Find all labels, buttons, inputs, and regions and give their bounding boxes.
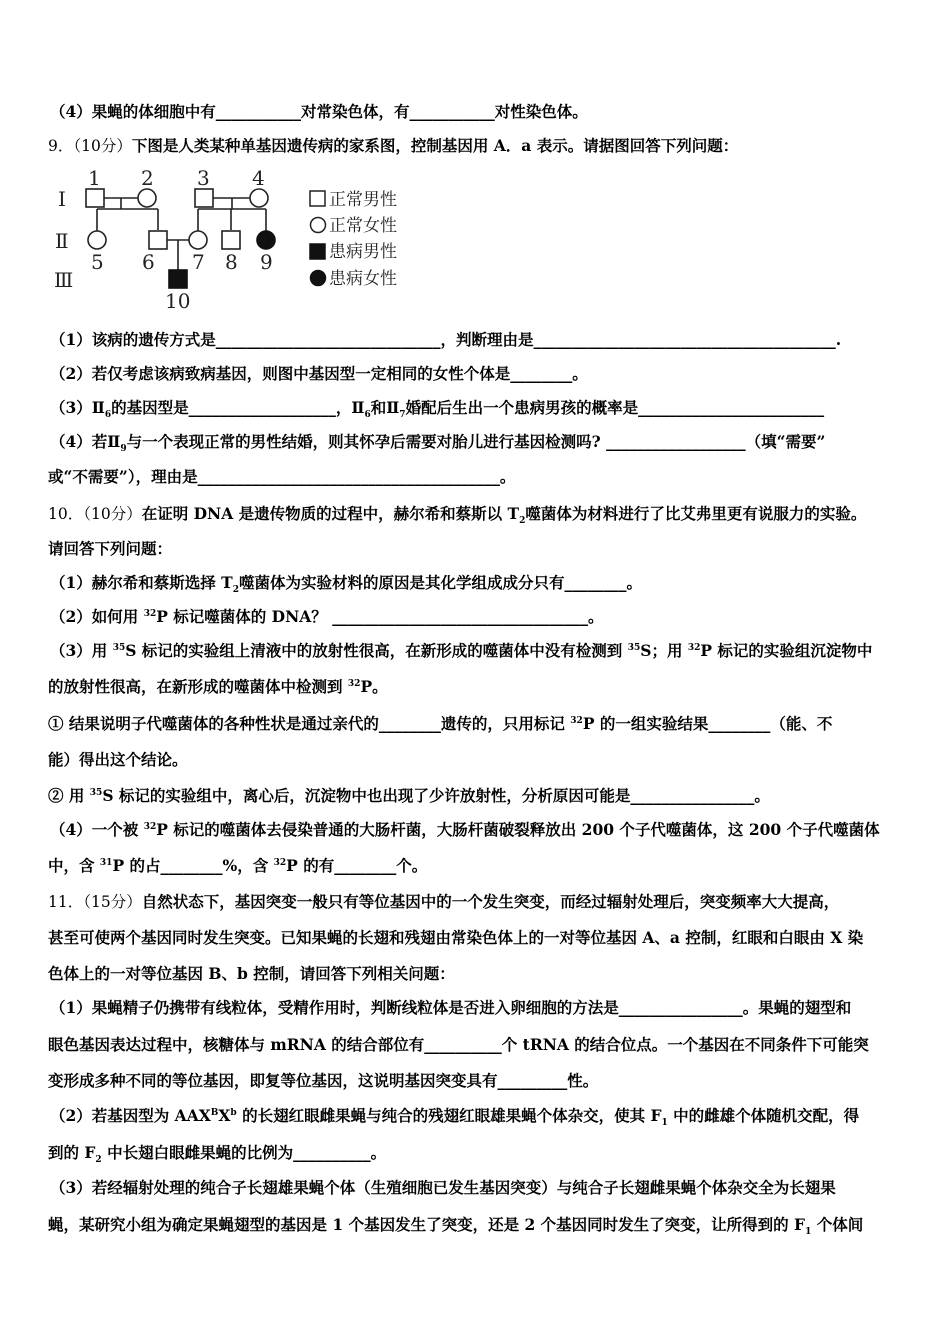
q10-part3: （3）用 $^{35}$S 标记的实验组上清液中的放射性很高，在新形成的噬菌体中没有检测到 $^{35}$S；用 $^{32}$P 标记的实验组沉淀物中 [50,641,873,660]
id-label-3: 3 [197,168,210,190]
q9-part4-cont: 或“不需要”），理由是_______________________________________。 [48,467,516,486]
q9-part3: $(3)Ⅱ_6$的基因型是___________________，$Ⅱ_6$和$Ⅱ_7$婚配后生出一个患病男孩的概率是________________________ [50,398,825,421]
id-label-4: 4 [252,168,265,190]
individual-7-normal-female [189,231,207,249]
id-label-10: 10 [165,289,191,313]
q9-part4: （4）若$Ⅱ_9$与一个表现正常的男性结婚，则其怀孕后需要对胎儿进行基因检测吗? __________________（填“需要” [50,432,826,455]
id-label-1: 1 [88,168,101,190]
individual-4-normal-female [250,189,268,207]
q10-stem: 10．（10分）在证明 DNA 是遗传物质的过程中，赫尔希和蔡斯以 $T_2$噬菌体为材料进行了比艾弗里更有说服力的实验。 [48,504,867,527]
q9-part1: （1）该病的遗传方式是_____________________________，判断理由是_______________________________________. [50,330,842,349]
individual-6-normal-male [149,231,167,249]
individual-1-normal-male [86,189,104,207]
id-label-6: 6 [142,250,155,274]
q11-part1: （1）果蝇精子仍携带有线粒体，受精作用时，判断线粒体是否进入卵细胞的方法是________________。果蝇的翅型和 [50,998,852,1017]
pedigree-chart [48,168,428,313]
q10-part4: （4）一个被 $^{32}$P 标记的噬菌体去侵染普通的大肠杆菌，大肠杆菌破裂释放出 200 个子代噬菌体，这 200 个子代噬菌体 [50,820,880,839]
id-label-2: 2 [141,168,154,190]
individual-8-normal-male [222,231,240,249]
individual-10-affected-male [169,270,187,288]
legend-affected-male-icon [310,244,325,259]
q10-part2: （2）如何用 $^{32}$P 标记噬菌体的 DNA？ _________________________________。 [50,607,604,626]
generation-label-3: Ⅲ [54,268,74,292]
q10-part3-item1: ① 结果说明子代噬菌体的各种性状是通过亲代的________遗传的，只用标记 $^{32}$P 的一组实验结果________（能、不 [48,714,833,733]
q9-stem: 9．（10分）下图是人类某种单基因遗传病的家系图，控制基因用 A．a 表示。请据图回答下列问题： [48,136,739,155]
q10-part3-item2: ② 用 $^{35}$S 标记的实验组中，离心后，沉淀物中也出现了少许放射性，分析原因可能是________________。 [48,786,770,805]
q11-part2: （2）若基因型为 $AAX^BX^b$ 的长翅红眼雌果蝇与纯合的残翅红眼雄果蝇个体杂交，使其 $F_1$ 中的雌雄个体随机交配，得 [50,1106,860,1129]
q10-part1: （1）赫尔希和蔡斯选择 $T_2$噬菌体为实验材料的原因是其化学组成成分只有________。 [50,573,642,596]
q10-stem-cont: 请回答下列问题： [48,539,173,558]
q11-part3: （3）若经辐射处理的纯合子长翅雄果蝇个体（生殖细胞已发生基因突变）与纯合子长翅雌果蝇个体杂交全为长翅果 [50,1178,836,1197]
q10-part3-cont: 的放射性很高，在新形成的噬菌体中检测到 $^{32}$P。 [48,677,388,696]
id-label-7: 7 [192,250,205,274]
svg-text:正常女性: 正常女性 [329,216,397,236]
q11-part1-line3: 变形成多种不同的等位基因，即复等位基因，这说明基因突变具有_________性。 [48,1071,599,1090]
id-label-8: 8 [225,250,238,274]
q11-stem-line3: 色体上的一对等位基因 B、b 控制，请回答下列相关问题： [48,964,455,983]
q11-part3-cont: 蝇，某研究小组为确定果蝇翅型的基因是 1 个基因发生了突变，还是 2 个基因同时发生了突变，让所得到的 $F_1$ 个体间 [48,1215,864,1238]
q11-stem-line2: 甚至可使两个基因同时发生突变。已知果蝇的长翅和残翅由常染色体上的一对等位基因 A、a 控制，红眼和白眼由 X 染 [48,928,864,947]
q11-part1-line2: 眼色基因表达过程中，核糖体与 mRNA 的结合部位有__________个 tRNA 的结合位点。一个基因在不同条件下可能突 [48,1035,869,1054]
individual-2-normal-female [138,189,156,207]
legend-normal-male-icon [310,191,325,206]
svg-text:正常男性: 正常男性 [329,190,397,210]
q11-part2-cont: 到的 $F_2$ 中长翅白眼雌果蝇的比例为__________。 [48,1143,387,1166]
q11-stem: 11．（15分）自然状态下，基因突变一般只有等位基因中的一个发生突变，而经过辐射处理后，突变频率大大提高， [48,892,840,911]
id-label-9: 9 [260,250,273,274]
q9-part2: （2）若仅考虑该病致病基因，则图中基因型一定相同的女性个体是________。 [50,364,588,383]
individual-9-affected-female [257,231,275,249]
q8-part4: （4）果蝇的体细胞中有___________对常染色体，有___________对性染色体。 [50,102,588,121]
q10-part3-item1-cont: 能）得出这个结论。 [48,750,188,769]
svg-text:患病女性: 患病女性 [329,269,397,289]
individual-5-normal-female [88,231,106,249]
generation-label-2: Ⅱ [55,229,69,253]
pedigree-legend [310,190,397,289]
individual-3-normal-male [195,189,213,207]
legend-affected-female-icon [311,271,326,286]
q10-part4-cont: 中，含 $^{31}$P 的占________%，含 $^{32}$P 的有________个。 [48,856,428,875]
legend-normal-female-icon [311,218,326,233]
id-label-5: 5 [91,250,104,274]
generation-label-1: Ⅰ [58,187,66,211]
svg-text:患病男性: 患病男性 [329,242,397,262]
